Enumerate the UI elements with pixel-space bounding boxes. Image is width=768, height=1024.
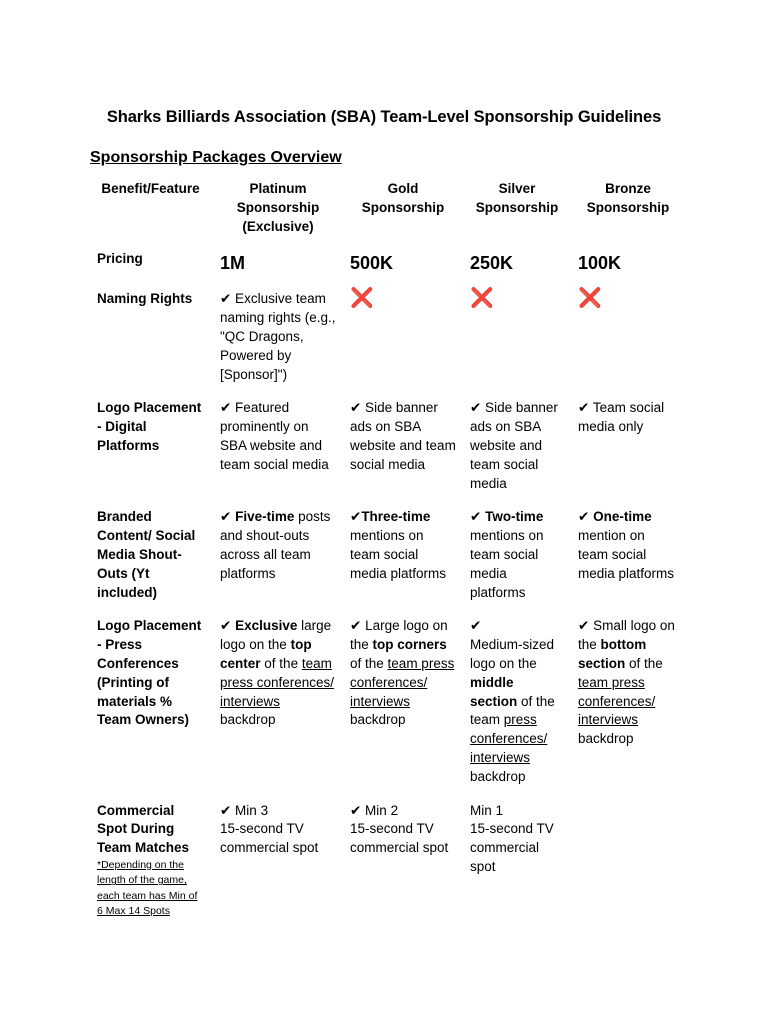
sponsorship-table xyxy=(90,176,685,932)
logo-digital-row xyxy=(90,396,685,505)
detail-text: backdrop xyxy=(578,731,634,747)
naming-silver xyxy=(463,287,571,396)
header-silver: Silver Sponsorship xyxy=(475,181,559,215)
check-icon: ✔ xyxy=(350,509,362,525)
logo-press-row xyxy=(90,614,685,798)
naming-gold xyxy=(343,287,463,396)
pricing-row xyxy=(90,248,685,287)
detail-text: large logo on the xyxy=(220,618,332,653)
detail-text: mention on team social media platforms xyxy=(578,528,675,581)
check-icon: ✔ xyxy=(578,509,590,525)
price-gold: 500K xyxy=(350,253,394,274)
commercial-platinum xyxy=(213,799,343,932)
frequency: Two-time xyxy=(485,509,544,525)
detail-text: Large logo on the xyxy=(350,618,448,653)
cross-icon: ❌ xyxy=(350,288,374,310)
underlined-text: press conferences/ interviews xyxy=(470,712,548,765)
check-icon: ✔ xyxy=(220,509,232,525)
frequency: One-time xyxy=(593,509,652,525)
underlined-text: team press conferences/ interviews xyxy=(220,655,335,709)
check-icon: ✔ xyxy=(220,618,232,634)
detail-text: of the xyxy=(350,655,384,671)
row-label-pricing: Pricing xyxy=(97,251,143,267)
min-spots: Min 1 xyxy=(470,802,504,818)
min-spots: ✔ Min 3 xyxy=(220,802,269,818)
min-spots: ✔ Min 2 xyxy=(350,802,399,818)
frequency: Three-time xyxy=(361,509,431,525)
commercial-gold xyxy=(343,799,463,932)
naming-bronze xyxy=(571,287,685,396)
logo-press-bronze xyxy=(571,614,685,798)
detail-text: Medium-sized logo on the xyxy=(470,637,555,671)
header-bronze: Bronze Sponsorship xyxy=(586,181,670,215)
naming-rights-row xyxy=(90,287,685,396)
detail-text: backdrop xyxy=(220,712,276,728)
detail-text: of the xyxy=(629,655,663,671)
check-icon: ✔ xyxy=(578,618,590,634)
logo-digital-silver: ✔ Side banner ads on SBA website and team social media xyxy=(470,400,558,491)
emphasis: bottom section xyxy=(578,637,647,671)
row-label-naming: Naming Rights xyxy=(97,291,193,307)
header-platinum: Platinum Sponsorship (Exclusive) xyxy=(236,181,320,234)
logo-digital-platinum: ✔ Featured prominently on SBA website and team social media xyxy=(220,400,329,472)
price-bronze: 100K xyxy=(578,253,622,274)
detail-text: backdrop xyxy=(470,768,526,784)
header-gold: Gold Sponsorship xyxy=(361,181,445,215)
branded-silver xyxy=(463,505,571,614)
header-row xyxy=(90,176,685,248)
frequency: Five-time xyxy=(235,509,295,525)
logo-press-silver xyxy=(463,614,571,798)
emphasis: Exclusive xyxy=(235,618,298,634)
check-icon: ✔ xyxy=(350,618,362,634)
commercial-row xyxy=(90,799,685,932)
row-label-logo-press: Logo Placement - Press Conferences (Printing of materials % Team Owners) xyxy=(97,618,202,728)
logo-press-gold xyxy=(343,614,463,798)
logo-press-platinum xyxy=(213,614,343,798)
price-silver: 250K xyxy=(470,253,514,274)
branded-platinum xyxy=(213,505,343,614)
price-platinum: 1M xyxy=(220,253,246,274)
emphasis: top corners xyxy=(372,637,447,653)
cross-icon: ❌ xyxy=(578,288,602,310)
section-heading: Sponsorship Packages Overview xyxy=(90,149,342,166)
detail-text: of the xyxy=(264,655,299,671)
branded-bronze xyxy=(571,505,685,614)
row-label-text: Commercial Spot During Team Matches xyxy=(97,802,190,856)
footnote: *Depending on the length of the game, each team has Min of 6 Max 14 Spots xyxy=(97,858,198,918)
detail-text: posts and shout-outs across all team platforms xyxy=(220,509,331,581)
header-benefit: Benefit/Feature xyxy=(101,181,200,196)
detail-text: 15-second TV commercial spot xyxy=(350,821,449,856)
row-label-commercial xyxy=(90,799,213,932)
check-icon: ✔ xyxy=(470,509,482,525)
logo-digital-bronze: ✔ Team social media only xyxy=(578,400,665,435)
underlined-text: team press conferences/ interviews xyxy=(350,655,455,709)
row-label-branded: Branded Content/ Social Media Shout-Outs (Yt included) xyxy=(97,509,196,600)
underlined-text: team press conferences/ interviews xyxy=(578,674,656,728)
row-label-logo-digital: Logo Placement - Digital Platforms xyxy=(97,400,202,453)
detail-text: 15-second TV commercial spot xyxy=(470,821,554,874)
detail-text: 15-second TV commercial spot xyxy=(220,821,319,856)
page-title: Sharks Billiards Association (SBA) Team-Level Sponsorship Guidelines xyxy=(106,108,662,126)
commercial-silver xyxy=(463,799,571,932)
naming-platinum: ✔ Exclusive team naming rights (e.g., "QC Dragons, Powered by [Sponsor]") xyxy=(220,291,336,382)
check-icon: ✔ xyxy=(470,618,482,634)
logo-digital-gold: ✔ Side banner ads on SBA website and team social media xyxy=(350,400,456,472)
detail-text: Small logo on the xyxy=(578,618,675,653)
detail-text: of the team xyxy=(470,693,555,728)
commercial-bronze xyxy=(571,799,685,932)
detail-text: backdrop xyxy=(350,712,406,728)
cross-icon: ❌ xyxy=(470,288,494,310)
emphasis: middle section xyxy=(470,674,518,709)
emphasis: top center xyxy=(220,637,312,671)
detail-text: mentions on team social media platforms xyxy=(470,528,544,600)
branded-gold xyxy=(343,505,463,614)
detail-text: mentions on team social media platforms xyxy=(350,528,447,581)
branded-content-row xyxy=(90,505,685,614)
